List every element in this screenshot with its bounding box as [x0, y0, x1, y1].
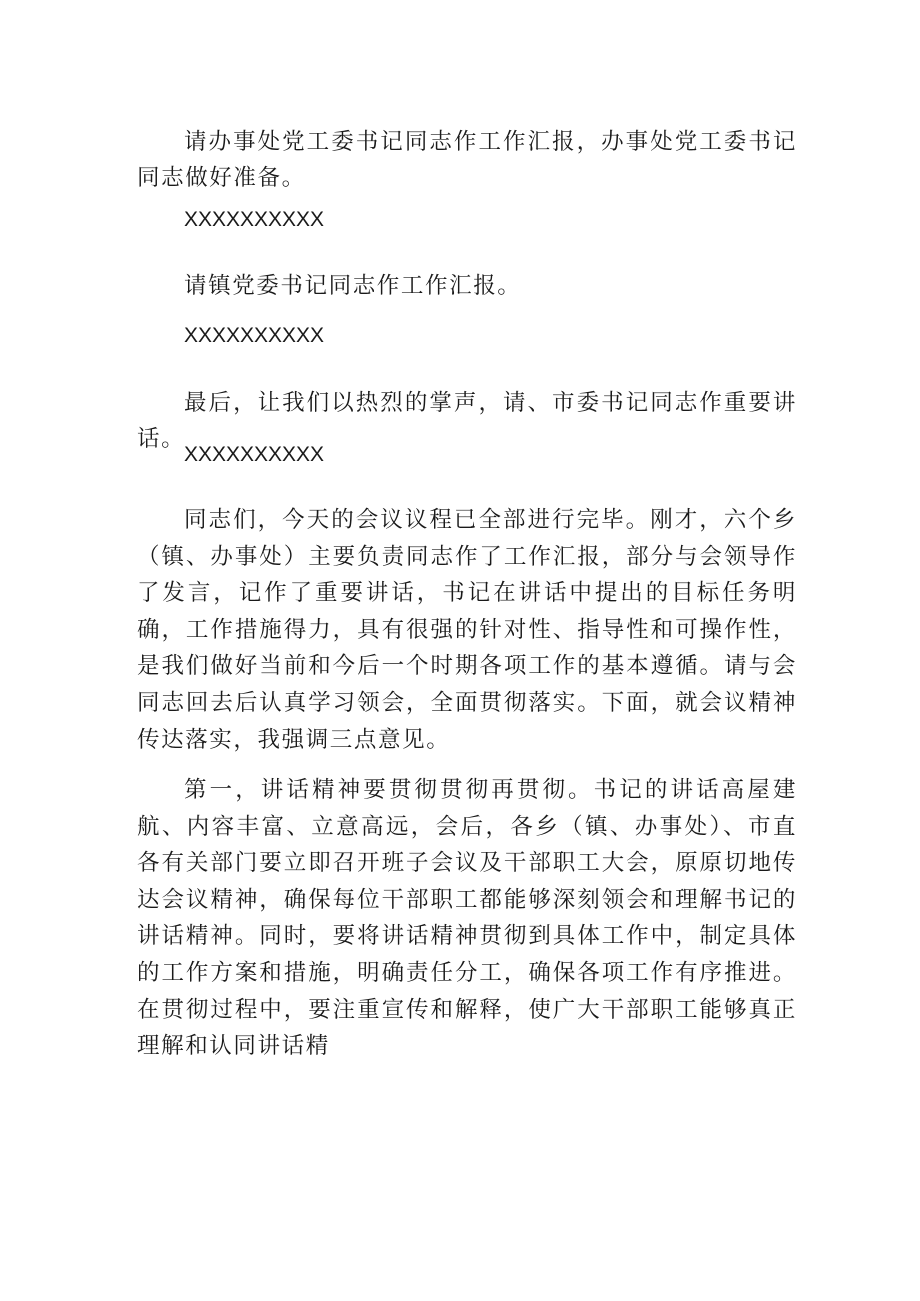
placeholder-code-line: XXXXXXXXXX: [184, 208, 325, 231]
paragraph-point-one: 第一，讲话精神要贯彻贯彻再贯彻。书记的讲话高屋建航、内容丰富、立意高远，会后，各乡（镇、办事处）、市直各有关部门要立即召开班子会议及干部职工大会，原原切地传达会议精神，确保每位干部职工都能够深刻领会和理解书记的讲话精神。同时，要将讲话精神贯彻到具体工作中，制定具体的工作方案和措施，明确责任分工，确保各项工作有序推进。在贯彻过程中，要注重宣传和解释，使广大干部职工能够真正理解和认同讲话精: [137, 777, 797, 1060]
paragraph-town-report: 请镇党委书记同志作工作汇报。: [184, 273, 522, 299]
placeholder-code-line: XXXXXXXXXX: [184, 443, 325, 466]
paragraph-final-speech: 最后，让我们以热烈的掌声，请、市委书记同志作重要讲话。: [137, 390, 797, 452]
placeholder-code-line: XXXXXXXXXX: [184, 324, 325, 347]
paragraph-report-request: 请办事处党工委书记同志作工作汇报，办事处党工委书记同志做好准备。: [137, 129, 797, 191]
paragraph-meeting-summary: 同志们，今天的会议议程已全部进行完毕。刚才，六个乡（镇、办事处）主要负责同志作了工作汇报，部分与会领导作了发言，记作了重要讲话，书记在讲话中提出的目标任务明确，工作措施得力，具有很强的针对性、指导性和可操作性，是我们做好当前和今后一个时期各项工作的基本遵循。请与会同志回去后认真学习领会，全面贯彻落实。下面，就会议精神传达落实，我强调三点意见。: [137, 507, 797, 753]
